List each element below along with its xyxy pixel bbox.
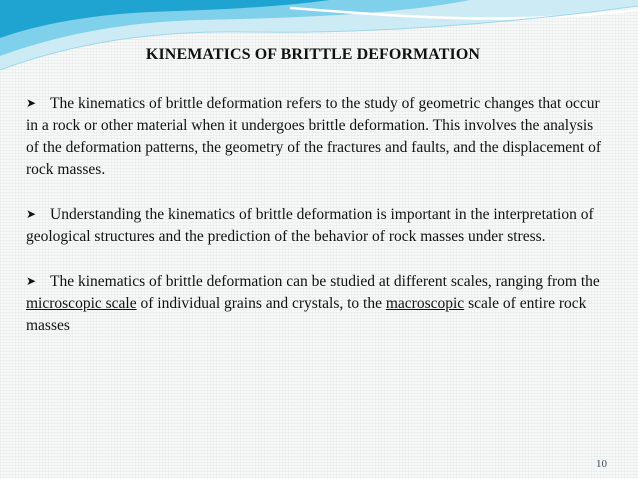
page-number: 10: [596, 458, 607, 470]
slide-title: [0, 46, 638, 64]
arrowhead-bullet-icon: ➤: [26, 274, 37, 288]
bullet-paragraph-2: [26, 203, 608, 248]
paragraph-3-text-before: The kinematics of brittle deformation can be studied at different scales, ranging from the: [50, 273, 600, 290]
bullet-paragraph-1: [26, 92, 608, 181]
paragraph-3-text-after: scale of entire rock masses: [26, 295, 587, 334]
arrowhead-bullet-icon: ➤: [26, 207, 37, 221]
macroscopic-link[interactable]: macroscopic: [385, 295, 465, 312]
bullet-paragraph-3: [26, 270, 608, 337]
slide-title-text: KINEMATICS OF BRITTLE DEFORMATION: [145, 46, 481, 63]
slide-body: [26, 92, 608, 359]
header-wave-decoration: [0, 0, 638, 80]
microscopic-scale-link[interactable]: microscopic scale: [26, 295, 137, 312]
paragraph-2-text: Understanding the kinematics of brittle deformation is important in the interpretation of geological structures and the prediction of the behavior of rock masses under stress.: [26, 206, 594, 245]
paragraph-3-text-middle: of individual grains and crystals, to the: [136, 295, 386, 312]
paragraph-1-text: The kinematics of brittle deformation refers to the study of geometric changes that occur in a rock or other material when it undergoes brittle deformation. This involves the analysis of the deformation patterns, the geometry of the fractures and faults, and the displacement of rock masses.: [26, 95, 602, 178]
arrowhead-bullet-icon: ➤: [26, 96, 37, 110]
